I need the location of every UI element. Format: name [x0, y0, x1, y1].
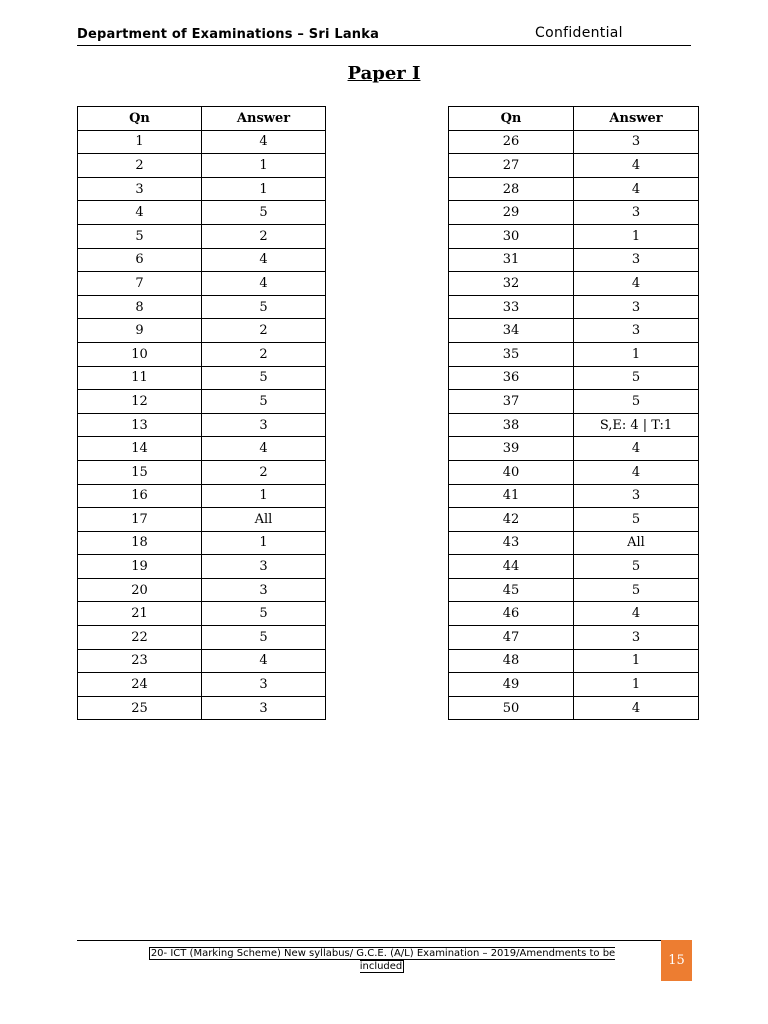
answer-cell: 4	[574, 602, 699, 626]
answer-cell: 4	[202, 649, 326, 673]
question-number-cell: 1	[78, 130, 202, 154]
table-row	[78, 673, 326, 697]
question-number-cell: 23	[78, 649, 202, 673]
table-row	[449, 366, 699, 390]
answer-cell: 4	[574, 460, 699, 484]
table-row	[78, 366, 326, 390]
table-row	[78, 390, 326, 414]
answer-cell: 3	[202, 413, 326, 437]
question-number-cell: 40	[449, 460, 574, 484]
table-row	[78, 460, 326, 484]
question-number-cell: 20	[78, 578, 202, 602]
question-number-cell: 39	[449, 437, 574, 461]
answer-cell: 3	[202, 673, 326, 697]
table-row	[449, 460, 699, 484]
question-number-cell: 10	[78, 342, 202, 366]
answer-cell: 1	[574, 673, 699, 697]
table-row	[78, 602, 326, 626]
answer-cell: All	[574, 531, 699, 555]
table-row	[449, 295, 699, 319]
question-number-cell: 42	[449, 508, 574, 532]
answer-cell: 4	[202, 437, 326, 461]
answer-cell: 3	[574, 201, 699, 225]
answer-cell: 3	[202, 555, 326, 579]
table-row	[449, 390, 699, 414]
answer-cell: 2	[202, 319, 326, 343]
table-row	[449, 578, 699, 602]
question-number-cell: 25	[78, 696, 202, 720]
page-header	[77, 26, 691, 46]
answer-cell: S,E: 4 | T:1	[574, 413, 699, 437]
question-number-cell: 8	[78, 295, 202, 319]
question-number-cell: 19	[78, 555, 202, 579]
answer-cell: 1	[574, 649, 699, 673]
question-number-cell: 17	[78, 508, 202, 532]
answer-cell: 5	[202, 201, 326, 225]
answer-cell: 3	[574, 248, 699, 272]
answer-cell: 5	[202, 626, 326, 650]
question-number-cell: 13	[78, 413, 202, 437]
answer-cell: 4	[574, 696, 699, 720]
table-row	[78, 201, 326, 225]
table-row	[449, 626, 699, 650]
question-number-cell: 29	[449, 201, 574, 225]
question-number-cell: 4	[78, 201, 202, 225]
table-row	[78, 177, 326, 201]
table-row	[78, 555, 326, 579]
table-row	[78, 484, 326, 508]
table-row	[78, 154, 326, 178]
table-row	[78, 531, 326, 555]
table-row	[449, 201, 699, 225]
answer-cell: 4	[202, 130, 326, 154]
question-number-cell: 11	[78, 366, 202, 390]
table-row	[449, 413, 699, 437]
table-row	[78, 319, 326, 343]
question-number-cell: 38	[449, 413, 574, 437]
question-number-cell: 9	[78, 319, 202, 343]
table-row	[78, 696, 326, 720]
table-row	[78, 272, 326, 296]
question-number-cell: 28	[449, 177, 574, 201]
question-number-cell: 26	[449, 130, 574, 154]
question-number-cell: 21	[78, 602, 202, 626]
table-row	[78, 413, 326, 437]
table-row	[78, 224, 326, 248]
table-row	[449, 319, 699, 343]
answer-cell: 4	[202, 272, 326, 296]
table-row	[78, 342, 326, 366]
question-number-cell: 44	[449, 555, 574, 579]
question-number-cell: 5	[78, 224, 202, 248]
table-row	[449, 154, 699, 178]
answer-cell: 3	[202, 578, 326, 602]
question-number-cell: 47	[449, 626, 574, 650]
table-row	[449, 177, 699, 201]
table-row	[449, 673, 699, 697]
question-number-cell: 22	[78, 626, 202, 650]
footer-divider	[77, 940, 661, 941]
answer-cell: 5	[202, 366, 326, 390]
question-number-cell: 27	[449, 154, 574, 178]
page-title: Paper I	[347, 63, 421, 84]
table-row	[449, 437, 699, 461]
question-number-cell: 46	[449, 602, 574, 626]
answer-cell: 4	[574, 437, 699, 461]
answer-table-left	[77, 106, 326, 720]
question-number-cell: 16	[78, 484, 202, 508]
answer-cell: 4	[202, 248, 326, 272]
answer-cell: 5	[574, 578, 699, 602]
question-number-cell: 15	[78, 460, 202, 484]
question-number-cell: 2	[78, 154, 202, 178]
table-row	[78, 626, 326, 650]
answer-column-header: Answer	[202, 107, 326, 131]
footer-caption: 20- ICT (Marking Scheme) New syllabus/ G.C.E. (A/L) Examination – 2019/Amendments to be included	[150, 948, 616, 972]
question-number-cell: 32	[449, 272, 574, 296]
table-row	[449, 602, 699, 626]
answer-cell: 4	[574, 177, 699, 201]
answer-cell: 1	[202, 154, 326, 178]
answer-cell: 5	[574, 366, 699, 390]
answer-cell: 5	[574, 555, 699, 579]
question-number-cell: 31	[449, 248, 574, 272]
table-header-row	[78, 107, 326, 131]
answer-cell: 1	[574, 342, 699, 366]
table-row	[449, 508, 699, 532]
question-number-cell: 34	[449, 319, 574, 343]
table-row	[449, 484, 699, 508]
answer-cell: All	[202, 508, 326, 532]
question-number-cell: 43	[449, 531, 574, 555]
question-number-cell: 7	[78, 272, 202, 296]
answer-cell: 5	[202, 390, 326, 414]
question-number-cell: 6	[78, 248, 202, 272]
answer-cell: 2	[202, 342, 326, 366]
question-number-cell: 50	[449, 696, 574, 720]
answer-cell: 3	[574, 626, 699, 650]
answer-cell: 1	[202, 484, 326, 508]
department-name: Department of Examinations – Sri Lanka	[77, 27, 380, 42]
question-number-cell: 24	[78, 673, 202, 697]
table-header-row	[449, 107, 699, 131]
question-number-cell: 12	[78, 390, 202, 414]
question-number-cell: 45	[449, 578, 574, 602]
table-row	[449, 272, 699, 296]
answer-cell: 5	[574, 390, 699, 414]
qn-column-header: Qn	[449, 107, 574, 131]
table-row	[449, 248, 699, 272]
question-number-cell: 48	[449, 649, 574, 673]
answer-cell: 3	[574, 295, 699, 319]
table-row	[449, 130, 699, 154]
answer-cell: 3	[574, 130, 699, 154]
answer-cell: 4	[574, 154, 699, 178]
question-number-cell: 3	[78, 177, 202, 201]
table-row	[78, 295, 326, 319]
answer-cell: 2	[202, 224, 326, 248]
answer-cell: 1	[202, 531, 326, 555]
answer-table-right	[448, 106, 699, 720]
question-number-cell: 18	[78, 531, 202, 555]
answer-cell: 2	[202, 460, 326, 484]
question-number-cell: 35	[449, 342, 574, 366]
table-row	[78, 248, 326, 272]
table-row	[78, 130, 326, 154]
question-number-cell: 49	[449, 673, 574, 697]
table-row	[78, 578, 326, 602]
question-number-cell: 33	[449, 295, 574, 319]
question-number-cell: 36	[449, 366, 574, 390]
table-row	[449, 555, 699, 579]
table-row	[449, 342, 699, 366]
answer-cell: 5	[574, 508, 699, 532]
footer-text	[125, 947, 639, 973]
answer-column-header: Answer	[574, 107, 699, 131]
answer-cell: 5	[202, 602, 326, 626]
answer-cell: 3	[574, 484, 699, 508]
question-number-cell: 14	[78, 437, 202, 461]
table-row	[449, 696, 699, 720]
table-row	[78, 437, 326, 461]
answer-cell: 5	[202, 295, 326, 319]
table-row	[78, 508, 326, 532]
confidential-label: Confidential	[535, 25, 623, 41]
table-row	[449, 649, 699, 673]
answer-cell: 4	[574, 272, 699, 296]
answer-cell: 3	[574, 319, 699, 343]
table-row	[449, 224, 699, 248]
answer-cell: 3	[202, 696, 326, 720]
question-number-cell: 30	[449, 224, 574, 248]
question-number-cell: 37	[449, 390, 574, 414]
table-row	[449, 531, 699, 555]
answer-cell: 1	[574, 224, 699, 248]
answer-cell: 1	[202, 177, 326, 201]
question-number-cell: 41	[449, 484, 574, 508]
table-row	[78, 649, 326, 673]
page-number: 15	[661, 940, 692, 981]
qn-column-header: Qn	[78, 107, 202, 131]
